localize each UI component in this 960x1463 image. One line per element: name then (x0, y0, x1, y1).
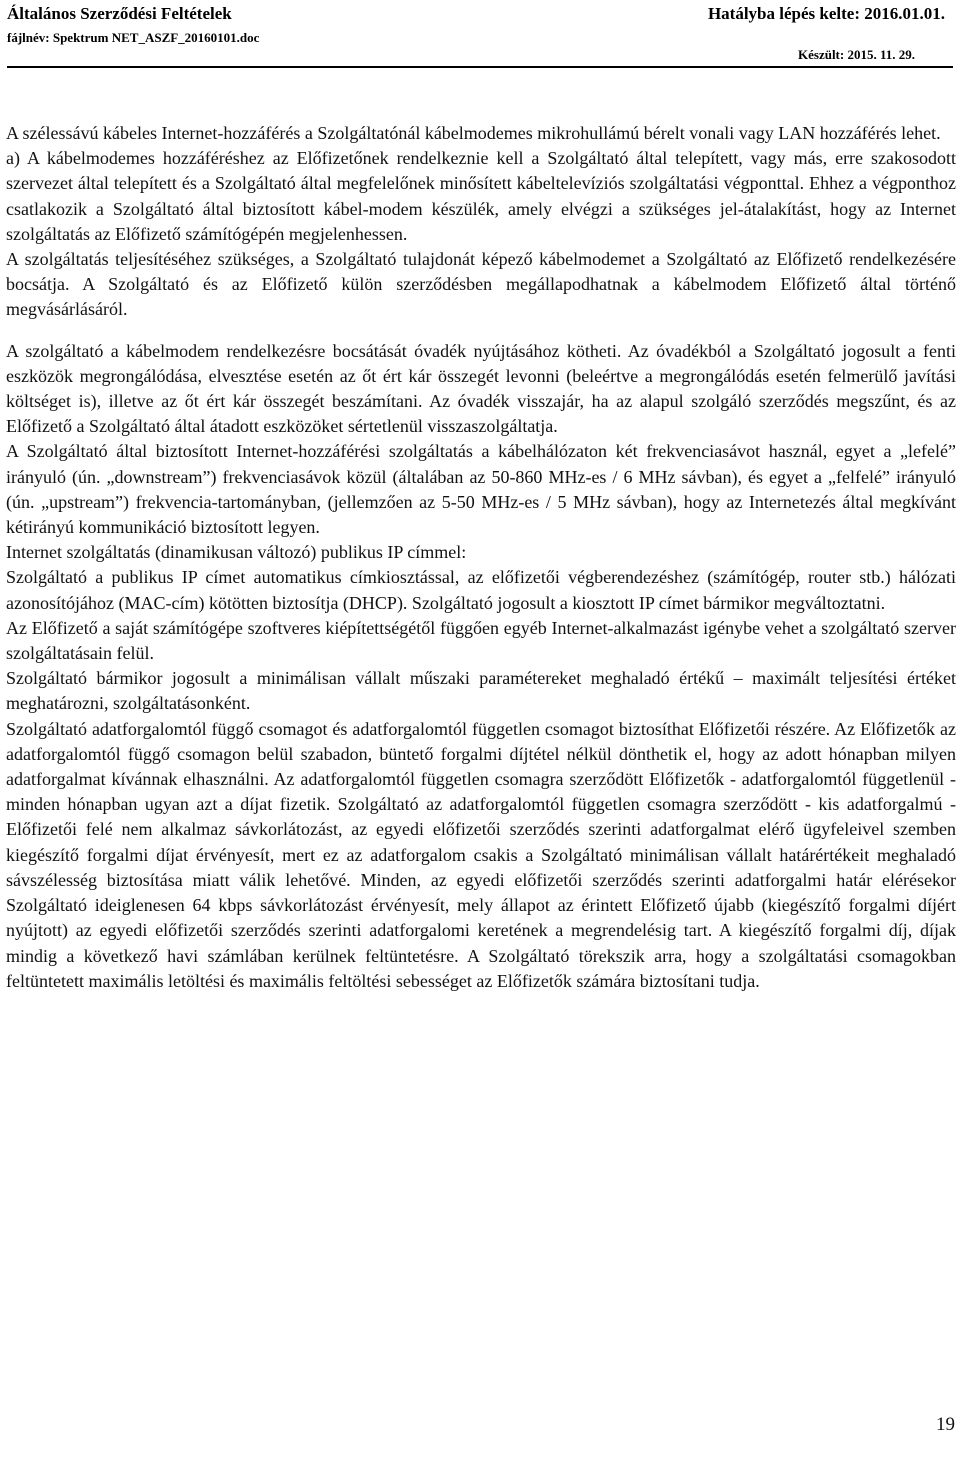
effective-date: Hatályba lépés kelte: 2016.01.01. (707, 4, 945, 23)
paragraph-access-types: A szélessávú kábeles Internet-hozzáférés a Szolgáltatónál kábelmodemes mikrohullámú bérelt vonali vagy LAN hozzáférés lehet. (6, 123, 941, 143)
page-number: 19 (936, 1414, 955, 1435)
file-name: fájlnév: Spektrum NET_ASZF_20160101.doc (7, 30, 260, 45)
paragraph-cable-modem-access: a) A kábelmodemes hozzáféréshez az Előfizetőnek rendelkeznie kell a Szolgáltató által telepített, vagy más, erre szakosodott szervezet által telepített és a Szolgáltató által megfelelőnek minősített kábeltelevíziós szolgáltatási végponttal. Ehhez a végponthoz csatlakozik a Szolgáltató által biztosított kábel-modem készülék, amely elvégzi a szükséges jel-átalakítást, hogy az Internet szolgáltatás az Előfizető számítógépén megjelenhessen. (6, 148, 956, 244)
page-header (7, 4, 953, 62)
document-title: Általános Szerződési Feltételek (7, 4, 232, 23)
paragraph-dhcp: Szolgáltató a publikus IP címet automatikus címkiosztással, az előfizetői végberendezéshez (számítógép, router stb.) hálózati azonosítójához (MAC-cím) kötötten biztosítja (DHCP). Szolgáltató jogosult a kiosztott IP címet bármikor megváltoztatni. (6, 567, 956, 613)
document-body (6, 121, 956, 994)
header-divider (7, 66, 953, 68)
paragraph-internet-apps: Az Előfizető a saját számítógépe szoftveres kiépítettségétől függően egyéb Internet-alkalmazást igénybe vehet a szolgáltató szerver szolgáltatásain felül. (6, 617, 956, 664)
paragraph-frequency-bands: A Szolgáltató által biztosított Internet-hozzáférési szolgáltatás a kábelhálózaton két frekvenciasávot használ, egyet a „lefelé” irányuló (ún. „downstream”) frekvenciasávok közül (általában az 50-860 MHz-es / 6 MHz sávban), és egyet a „felfelé” irányuló (ún. „upstream”) frekvencia-tartományban, (jellemzően az 5-50 MHz-es / 5 MHz sávban), hogy az Internetezés által megkívánt kétirányú kommunikáció biztosított legyen. (6, 441, 956, 538)
created-date: Készült: 2015. 11. 29. (798, 47, 915, 62)
paragraph-max-performance: Szolgáltató bármikor jogosult a minimálisan vállalt műszaki paramétereket meghaladó értékű – maximált teljesítési értéket meghatározni, szolgáltatásonként. (6, 668, 956, 714)
paragraph-modem-provision: A szolgáltatás teljesítéséhez szükséges, a Szolgáltató tulajdonát képező kábelmodemet a Szolgáltató az Előfizető rendelkezésére bocsátja. A Szolgáltató és az Előfizető külön szerződésben megállapodhatnak a kábelmodem Előfizető által történő megvásárlásáról. (6, 249, 956, 320)
paragraph-traffic-packages: Szolgáltató adatforgalomtól függő csomagot és adatforgalomtól független csomagot biztosíthat Előfizetői részére. Az Előfizetők az adatforgalomtól függő csomagon belül szabadon, büntető forgalmi díjtétel nélkül dönthetik el, hogy az adott hónapban milyen adatforgalmat kívánnak elhasználni. Az adatforgalomtól független csomagra szerződött Előfizetők - adatforgalomtól függetlenül - minden hónapban ugyan azt a díjat fizetik. Szolgáltató az adatforgalomtól független csomagra szerződött - kis adatforgalmú - Előfizetői felé nem alkalmaz sávkorlátozást, az egyedi előfizetői szerződés szerinti adatforgalmat elérő ügyfeleivel szemben kiegészítő forgalmi díjat érvényesít, mert ez az adatforgalom csakis a Szolgáltató minimálisan vállalt határértékeit meghaladó sávszélesség biztosítása miatt válik lehetővé. Minden, az egyedi előfizetői szerződés szerinti adatforgalmi határ elérésekor Szolgáltató ideiglenesen 64 kbps sávkorlátozást érvényesít, mely állapot az érintett Előfizető újabb (kiegészítő forgalmi díjért nyújtott) az egyedi előfizetői szerződés szerinti adatforgalomi keretének a megrendelésig tart. A kiegészítő forgalmi díj, díjak mindig a következő havi számlában kerülnek feltüntetésre. A Szolgáltató törekszik arra, hogy a szolgáltatási csomagokban feltüntetett maximális letöltési és maximális feltöltési sebességet az Előfizetők számára biztosítani tudja. (6, 718, 956, 991)
paragraph-deposit: A szolgáltató a kábelmodem rendelkezésre bocsátását óvadék nyújtásához kötheti. Az óvadékból a Szolgáltató jogosult a fenti eszközök megrongálódása, elvesztése esetén az őt ért kár összegét levonni (beleértve a megrongálódás esetén felmerülő javítási költséget is), illetve az őt ért kár összegét beszámítani. Az óvadék visszajár, ha az alapul szolgáló szerződés megszűnt, és az Előfizető a Szolgáltató által átadott eszközöket sértetlenül visszaszolgáltatja. (6, 340, 956, 437)
paragraph-ip-heading: Internet szolgáltatás (dinamikusan változó) publikus IP címmel: (6, 542, 467, 563)
